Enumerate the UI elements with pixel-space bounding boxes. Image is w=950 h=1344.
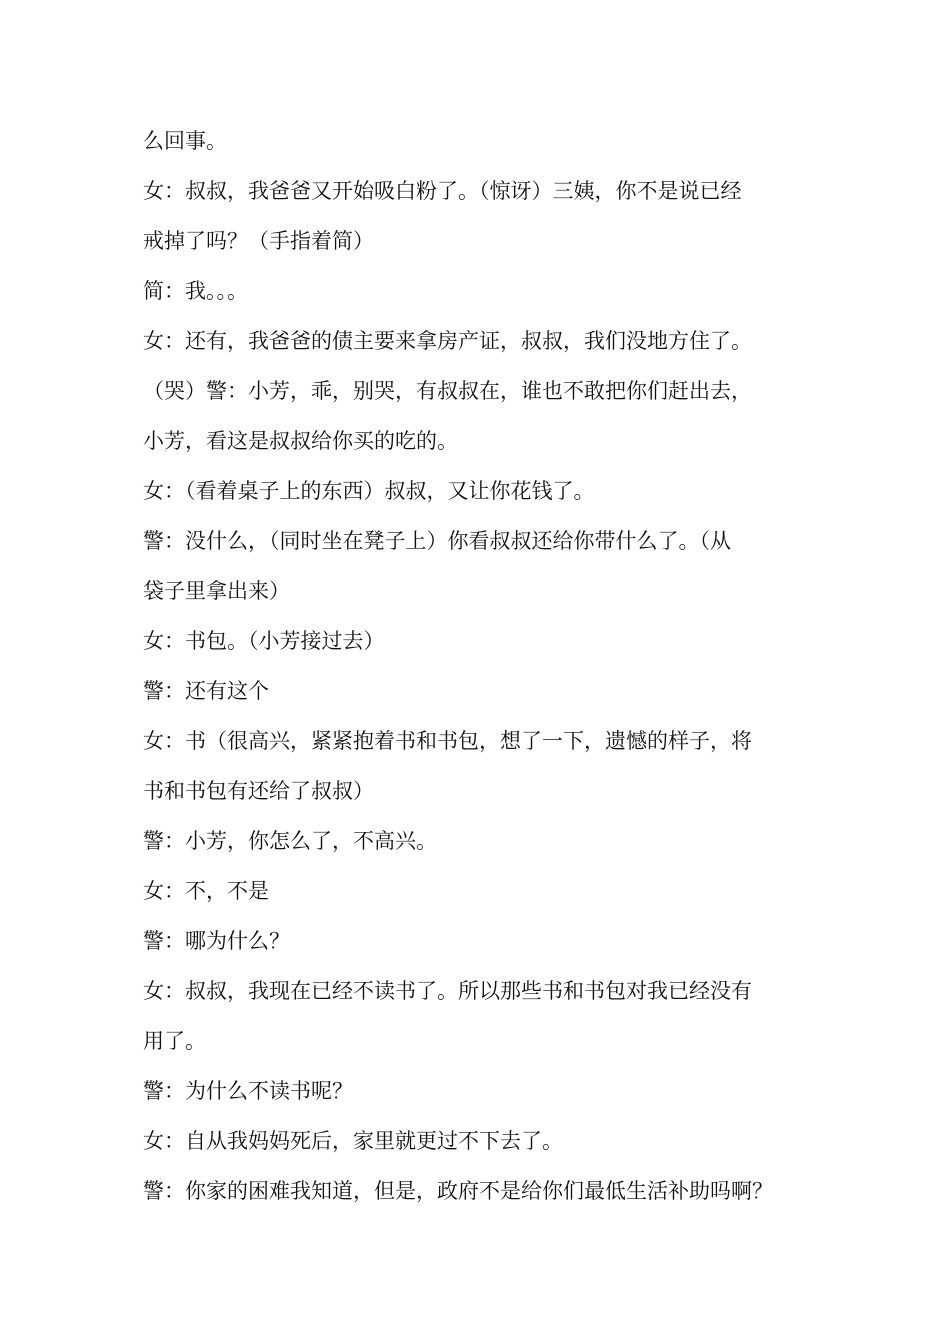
text-line: 女：书（很高兴，紧紧抱着书和书包，想了一下，遗憾的样子，将: [143, 729, 752, 753]
text-line: 书和书包有还给了叔叔）: [143, 779, 374, 803]
document-body: [143, 116, 803, 1216]
text-line: 女：书包。（小芳接过去）: [143, 629, 385, 653]
text-line: 女：不，不是: [143, 879, 269, 903]
text-line: 警：哪为什么？: [143, 929, 290, 953]
text-line: 么回事。: [143, 129, 227, 153]
text-line: 女：叔叔，我现在已经不读书了。所以那些书和书包对我已经没有: [143, 979, 752, 1003]
text-line: 袋子里拿出来）: [143, 579, 290, 603]
text-line: 警：你家的困难我知道，但是，政府不是给你们最低生活补助吗啊？: [143, 1179, 773, 1203]
text-line: 女：还有，我爸爸的债主要来拿房产证，叔叔，我们没地方住了。: [143, 329, 752, 353]
text-line: 用了。: [143, 1029, 206, 1053]
text-line: 简：我。。。: [143, 279, 248, 303]
text-line: 警：小芳，你怎么了，不高兴。: [143, 829, 437, 853]
text-line: 小芳，看这是叔叔给你买的吃的。: [143, 429, 458, 453]
text-line: 警：还有这个: [143, 679, 269, 703]
text-line: 女：叔叔，我爸爸又开始吸白粉了。（惊讶）三姨，你不是说已经: [143, 179, 742, 203]
text-line: （哭）警：小芳，乖，别哭，有叔叔在，谁也不敢把你们赶出去，: [143, 379, 752, 403]
text-line: 警：为什么不读书呢？: [143, 1079, 353, 1103]
text-line: 女：自从我妈妈死后，家里就更过不下去了。: [143, 1129, 563, 1153]
text-line: 女：（看着桌子上的东西）叔叔，又让你花钱了。: [143, 479, 595, 503]
text-line: 戒掉了吗？（手指着简）: [143, 229, 374, 253]
text-line: 警：没什么，（同时坐在凳子上）你看叔叔还给你带什么了。（从: [143, 529, 731, 553]
